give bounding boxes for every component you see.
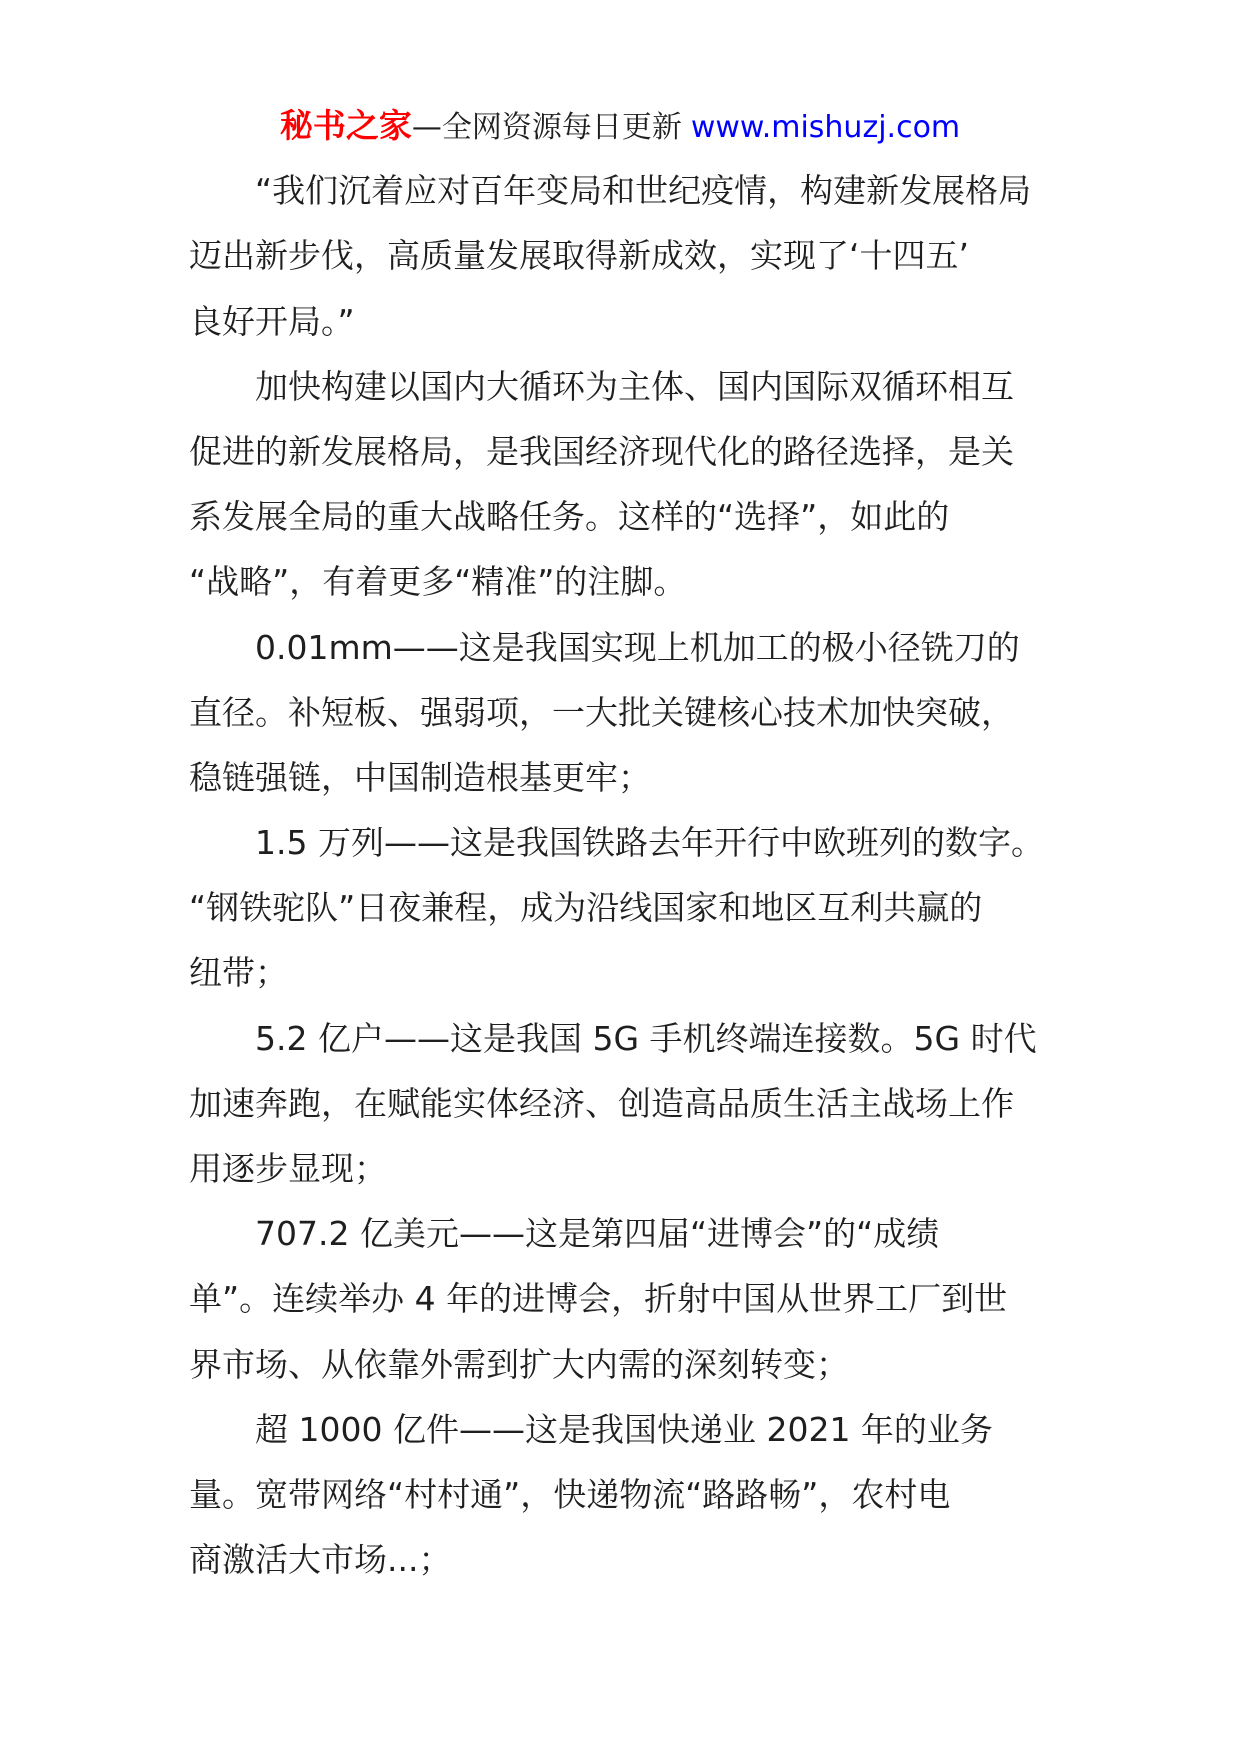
paragraph xyxy=(189,1006,1069,1202)
paragraph-line: 直径。补短板、强弱项，一大批关键核心技术加快突破， xyxy=(189,692,1014,732)
paragraph-line: 用逐步显现； xyxy=(189,1149,387,1188)
paragraph-line: “钢铁驼队”日夜兼程，成为沿线国家和地区互利共赢的 xyxy=(189,888,983,928)
paragraph-line: 商激活大市场...； xyxy=(189,1540,452,1580)
paragraph-line: “战略”，有着更多“精准”的注脚。 xyxy=(189,562,687,602)
site-tagline: —全网资源每日更新 xyxy=(411,110,682,145)
paragraph-line: “我们沉着应对百年变局和世纪疫情，构建新发展格局 xyxy=(255,171,1032,211)
paragraph-line: 1.5 万列——这是我国铁路去年开行中欧班列的数字。 xyxy=(255,823,1044,863)
paragraph xyxy=(189,810,1069,1006)
site-url: www.mishuzj.com xyxy=(690,110,961,145)
paragraph-line: 迈出新步伐，高质量发展取得新成效，实现了‘十四五’ xyxy=(189,236,969,276)
paragraph xyxy=(189,1201,1069,1397)
paragraph-line: 系发展全局的重大战略任务。这样的“选择”，如此的 xyxy=(189,497,950,537)
paragraph-line: 界市场、从依靠外需到扩大内需的深刻转变； xyxy=(189,1344,849,1384)
site-header xyxy=(0,93,1240,158)
paragraph-line: 纽带； xyxy=(189,953,288,993)
paragraph-line: 加速奔跑，在赋能实体经济、创造高品质生活主战场上作 xyxy=(189,1083,1014,1123)
paragraph xyxy=(189,158,1069,354)
document-body xyxy=(189,158,1069,1592)
paragraph-line: 单”。连续举办 4 年的进博会，折射中国从世界工厂到世 xyxy=(189,1279,1008,1319)
paragraph-line: 707.2 亿美元——这是第四届“进博会”的“成绩 xyxy=(255,1214,940,1254)
paragraph-line: 5.2 亿户——这是我国 5G 手机终端连接数。5G 时代 xyxy=(255,1018,1037,1058)
paragraph-line: 量。宽带网络“村村通”，快递物流“路路畅”，农村电 xyxy=(189,1474,951,1514)
paragraph-line: 促进的新发展格局，是我国经济现代化的路径选择，是关 xyxy=(189,431,1014,471)
site-brand: 秘书之家 xyxy=(279,106,412,145)
paragraph-line: 超 1000 亿件——这是我国快递业 2021 年的业务 xyxy=(255,1409,993,1449)
paragraph xyxy=(189,615,1069,811)
paragraph-line: 稳链强链，中国制造根基更牢； xyxy=(189,757,651,797)
paragraph-line: 良好开局。” xyxy=(189,301,355,341)
document-content xyxy=(0,93,1240,1592)
paragraph-line: 加快构建以国内大循环为主体、国内国际双循环相互 xyxy=(255,366,1014,406)
paragraph xyxy=(189,354,1069,615)
paragraph xyxy=(189,1397,1069,1593)
paragraph-line: 0.01mm——这是我国实现上机加工的极小径铣刀的 xyxy=(255,627,1020,667)
